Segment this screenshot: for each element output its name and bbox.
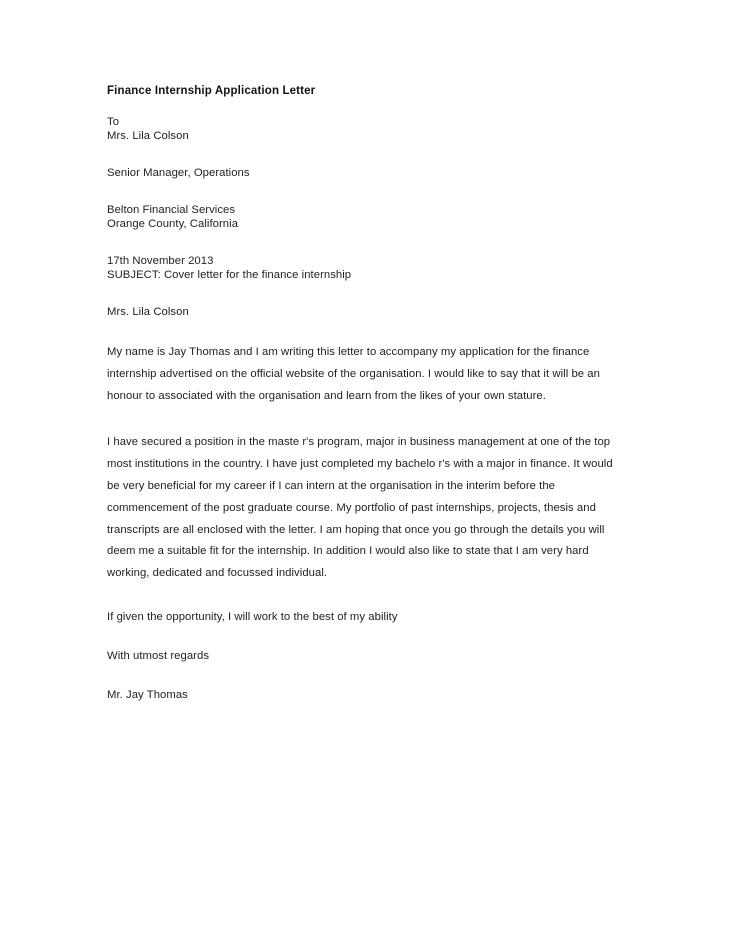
body-paragraph-2: I have secured a position in the maste r's program, major in business management at one of the top most institutions in the country. I have just completed my bachelo r's with a major in finance. It would be very beneficial for my career if I can intern at the organisation in the interim before the commencement of the post graduate course. My portfolio of past internships, projects, thesis and transcripts are all enclosed with the letter. I am hoping that once you go through the details you will deem me a suitable fit for the internship. In addition I would also like to state that I am very hard working, dedicated and focussed individual.: [107, 436, 613, 580]
page-title: Finance Internship Application Letter: [107, 85, 316, 97]
company-address-block: [107, 203, 627, 231]
letter-date: 17th November 2013: [107, 255, 214, 267]
to-label: To: [107, 116, 120, 128]
recipient-block: [107, 115, 627, 143]
sign-off: With utmost regards: [107, 649, 210, 662]
letter-subject: SUBJECT: Cover letter for the finance internship: [107, 269, 352, 281]
body-paragraph-1: My name is Jay Thomas and I am writing this letter to accompany my application for the finance internship advertised on the official website of the organisation. I would like to say that it will be an honour to associated with the organisation and learn from the likes of your own stature.: [107, 346, 600, 402]
recipient-name: Mrs. Lila Colson: [107, 130, 189, 142]
offer-line: If given the opportunity, I will work to the best of my ability: [107, 610, 398, 623]
company-location: Orange County, California: [107, 218, 239, 230]
recipient-title-block: [107, 166, 627, 180]
signature-name: Mr. Jay Thomas: [107, 688, 188, 701]
company-name: Belton Financial Services: [107, 204, 236, 216]
letter-body: [107, 84, 627, 702]
recipient-title: Senior Manager, Operations: [107, 167, 250, 179]
salutation: Mrs. Lila Colson: [107, 306, 189, 318]
date-subject-block: [107, 254, 627, 282]
salutation-block: [107, 305, 627, 319]
